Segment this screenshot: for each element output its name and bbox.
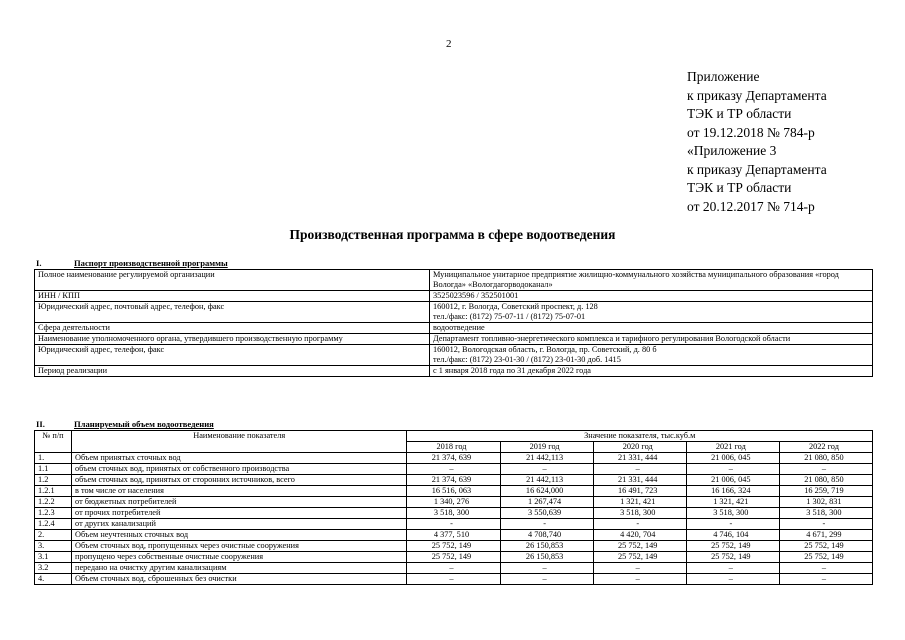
row-name: объем сточных вод, принятых от собственного производства	[72, 464, 407, 475]
row-value: 21 080, 850	[779, 475, 872, 486]
row-value: –	[686, 464, 779, 475]
row-value: 21 442,113	[500, 453, 593, 464]
row-value: 1 321, 421	[593, 497, 686, 508]
section-1-heading	[36, 258, 228, 268]
row-number: 3.2	[35, 563, 72, 574]
row-value: 21 374, 639	[407, 475, 500, 486]
row-value: –	[500, 464, 593, 475]
row-value: 25 752, 149	[407, 541, 500, 552]
row-number: 3.1	[35, 552, 72, 563]
row-name: в том числе от населения	[72, 486, 407, 497]
row-value: 25 752, 149	[407, 552, 500, 563]
row-name: пропущено через собственные очистные сооружения	[72, 552, 407, 563]
row-value: –	[407, 574, 500, 585]
row-number: 3.	[35, 541, 72, 552]
row-number: 1.2.1	[35, 486, 72, 497]
section-title: Планируемый объем водоотведения	[74, 419, 214, 429]
row-value: -	[407, 519, 500, 530]
row-value: 3 518, 300	[779, 508, 872, 519]
row-value: 21 442,113	[500, 475, 593, 486]
row-value: 4 671, 299	[779, 530, 872, 541]
row-number: 1.2.3	[35, 508, 72, 519]
year-header: 2022 год	[779, 442, 872, 453]
row-value: 1 267,474	[500, 497, 593, 508]
row-value: 3 550,639	[500, 508, 593, 519]
row-name: Объем неучтенных сточных вод	[72, 530, 407, 541]
row-number: 1.2	[35, 475, 72, 486]
row-number: 1.1	[35, 464, 72, 475]
passport-label: Сфера деятельности	[35, 323, 430, 334]
passport-value: водоотведение	[430, 323, 873, 334]
appendix-line: от 19.12.2018 № 784-р	[687, 124, 815, 140]
column-header-number: № п/п	[35, 431, 72, 453]
row-value: 25 752, 149	[686, 541, 779, 552]
row-name: передано на очистку другим канализациям	[72, 563, 407, 574]
row-value: 26 150,853	[500, 552, 593, 563]
appendix-line: Приложение	[687, 69, 760, 84]
row-value: 1 302, 831	[779, 497, 872, 508]
row-value: 21 006, 045	[686, 475, 779, 486]
passport-value: 160012, г. Вологда, Советский проспект, д. 128 тел./факс: (8172) 75-07-11 / (8172) 75-07-01	[430, 302, 873, 323]
passport-label: Наименование уполномоченного органа, утвердившего производственную программу	[35, 334, 430, 345]
passport-row	[35, 291, 873, 302]
planned-volume-table	[34, 430, 873, 585]
page-number: 2	[446, 38, 452, 50]
row-value: -	[686, 519, 779, 530]
row-value: 25 752, 149	[779, 541, 872, 552]
row-value: –	[593, 574, 686, 585]
year-header: 2019 год	[500, 442, 593, 453]
passport-label: Юридический адрес, телефон, факс	[35, 345, 430, 366]
table-row	[35, 552, 873, 563]
passport-value: Департамент топливно-энергетического комплекса и тарифного регулирования Вологодской области	[430, 334, 873, 345]
row-value: –	[593, 563, 686, 574]
appendix-line: «Приложение 3	[687, 143, 777, 158]
row-value: 21 006, 045	[686, 453, 779, 464]
section-2-heading	[36, 419, 214, 429]
row-value: 3 518, 300	[593, 508, 686, 519]
row-value: 21 080, 850	[779, 453, 872, 464]
row-value: –	[779, 563, 872, 574]
row-value: 16 491, 723	[593, 486, 686, 497]
row-name: Объем принятых сточных вод	[72, 453, 407, 464]
passport-table	[34, 269, 873, 377]
row-value: 25 752, 149	[593, 541, 686, 552]
row-number: 1.2.2	[35, 497, 72, 508]
row-value: –	[593, 464, 686, 475]
row-value: –	[407, 563, 500, 574]
table-row	[35, 508, 873, 519]
section-number: I.	[36, 258, 42, 268]
table-row	[35, 475, 873, 486]
appendix-block	[687, 68, 827, 216]
row-value: –	[779, 574, 872, 585]
appendix-line: от 20.12.2017 № 714-р	[687, 198, 815, 214]
row-value: 25 752, 149	[686, 552, 779, 563]
passport-label: Юридический адрес, почтовый адрес, телефон, факс	[35, 302, 430, 323]
row-name: объем сточных вод, принятых от сторонних источников, всего	[72, 475, 407, 486]
row-value: –	[500, 563, 593, 574]
row-value: 25 752, 149	[779, 552, 872, 563]
row-value: –	[500, 574, 593, 585]
table-row	[35, 530, 873, 541]
row-value: 4 377, 510	[407, 530, 500, 541]
passport-row	[35, 366, 873, 377]
appendix-line: ТЭК и ТР области	[687, 180, 792, 195]
row-number: 1.	[35, 453, 72, 464]
passport-label: ИНН / КПП	[35, 291, 430, 302]
passport-value: 160012, Вологодская область, г. Вологда, пр. Советский, д. 80 б тел./факс: (8172) 23-01-30 / (8172) 23-01-30 доб. 1415	[430, 345, 873, 366]
row-value: 21 331, 444	[593, 453, 686, 464]
row-number: 2.	[35, 530, 72, 541]
passport-value: 3525023596 / 352501001	[430, 291, 873, 302]
row-value: 16 166, 324	[686, 486, 779, 497]
row-value: –	[686, 563, 779, 574]
row-value: –	[686, 574, 779, 585]
row-value: 4 746, 104	[686, 530, 779, 541]
row-value: –	[779, 464, 872, 475]
row-value: 4 420, 704	[593, 530, 686, 541]
row-value: 1 321, 421	[686, 497, 779, 508]
passport-label: Полное наименование регулируемой организации	[35, 270, 430, 291]
row-value: 21 374, 639	[407, 453, 500, 464]
table-row	[35, 563, 873, 574]
appendix-line: ТЭК и ТР области	[687, 106, 792, 121]
passport-label: Период реализации	[35, 366, 430, 377]
appendix-line: к приказу Департамента	[687, 161, 827, 177]
passport-row	[35, 302, 873, 323]
row-name: от других канализаций	[72, 519, 407, 530]
year-header: 2021 год	[686, 442, 779, 453]
passport-row	[35, 270, 873, 291]
row-value: 1 340, 276	[407, 497, 500, 508]
row-number: 1.2.4	[35, 519, 72, 530]
row-value: -	[779, 519, 872, 530]
row-value: 4 708,740	[500, 530, 593, 541]
year-header: 2020 год	[593, 442, 686, 453]
row-value: 16 259, 719	[779, 486, 872, 497]
row-value: 25 752, 149	[593, 552, 686, 563]
row-value: -	[500, 519, 593, 530]
passport-value: Муниципальное унитарное предприятие жилищно-коммунального хозяйства муниципального образования «город Вологда» «Вологдагорводоканал»	[430, 270, 873, 291]
row-value: 21 331, 444	[593, 475, 686, 486]
year-header: 2018 год	[407, 442, 500, 453]
column-header-name: Наименование показателя	[72, 431, 407, 453]
section-number: II.	[36, 419, 45, 429]
table-row	[35, 574, 873, 585]
table-row	[35, 519, 873, 530]
passport-row	[35, 334, 873, 345]
passport-value: с 1 января 2018 года по 31 декабря 2022 года	[430, 366, 873, 377]
table-row	[35, 541, 873, 552]
table-row	[35, 497, 873, 508]
row-value: 16 624,000	[500, 486, 593, 497]
section-title: Паспорт производственной программы	[74, 258, 228, 268]
row-value: -	[593, 519, 686, 530]
column-header-values: Значение показателя, тыс.куб.м	[407, 431, 873, 442]
row-value: 3 518, 300	[407, 508, 500, 519]
table-row	[35, 453, 873, 464]
row-name: от бюджетных потребителей	[72, 497, 407, 508]
table-row	[35, 464, 873, 475]
row-value: 26 150,853	[500, 541, 593, 552]
row-name: Объем сточных вод, сброшенных без очистки	[72, 574, 407, 585]
passport-row	[35, 345, 873, 366]
row-number: 4.	[35, 574, 72, 585]
document-title: Производственная программа в сфере водоотведения	[289, 227, 616, 242]
passport-row	[35, 323, 873, 334]
row-value: 16 516, 063	[407, 486, 500, 497]
table-row	[35, 486, 873, 497]
appendix-line: к приказу Департамента	[687, 87, 827, 103]
row-name: Объем сточных вод, пропущенных через очистные сооружения	[72, 541, 407, 552]
row-value: 3 518, 300	[686, 508, 779, 519]
row-name: от прочих потребителей	[72, 508, 407, 519]
row-value: –	[407, 464, 500, 475]
